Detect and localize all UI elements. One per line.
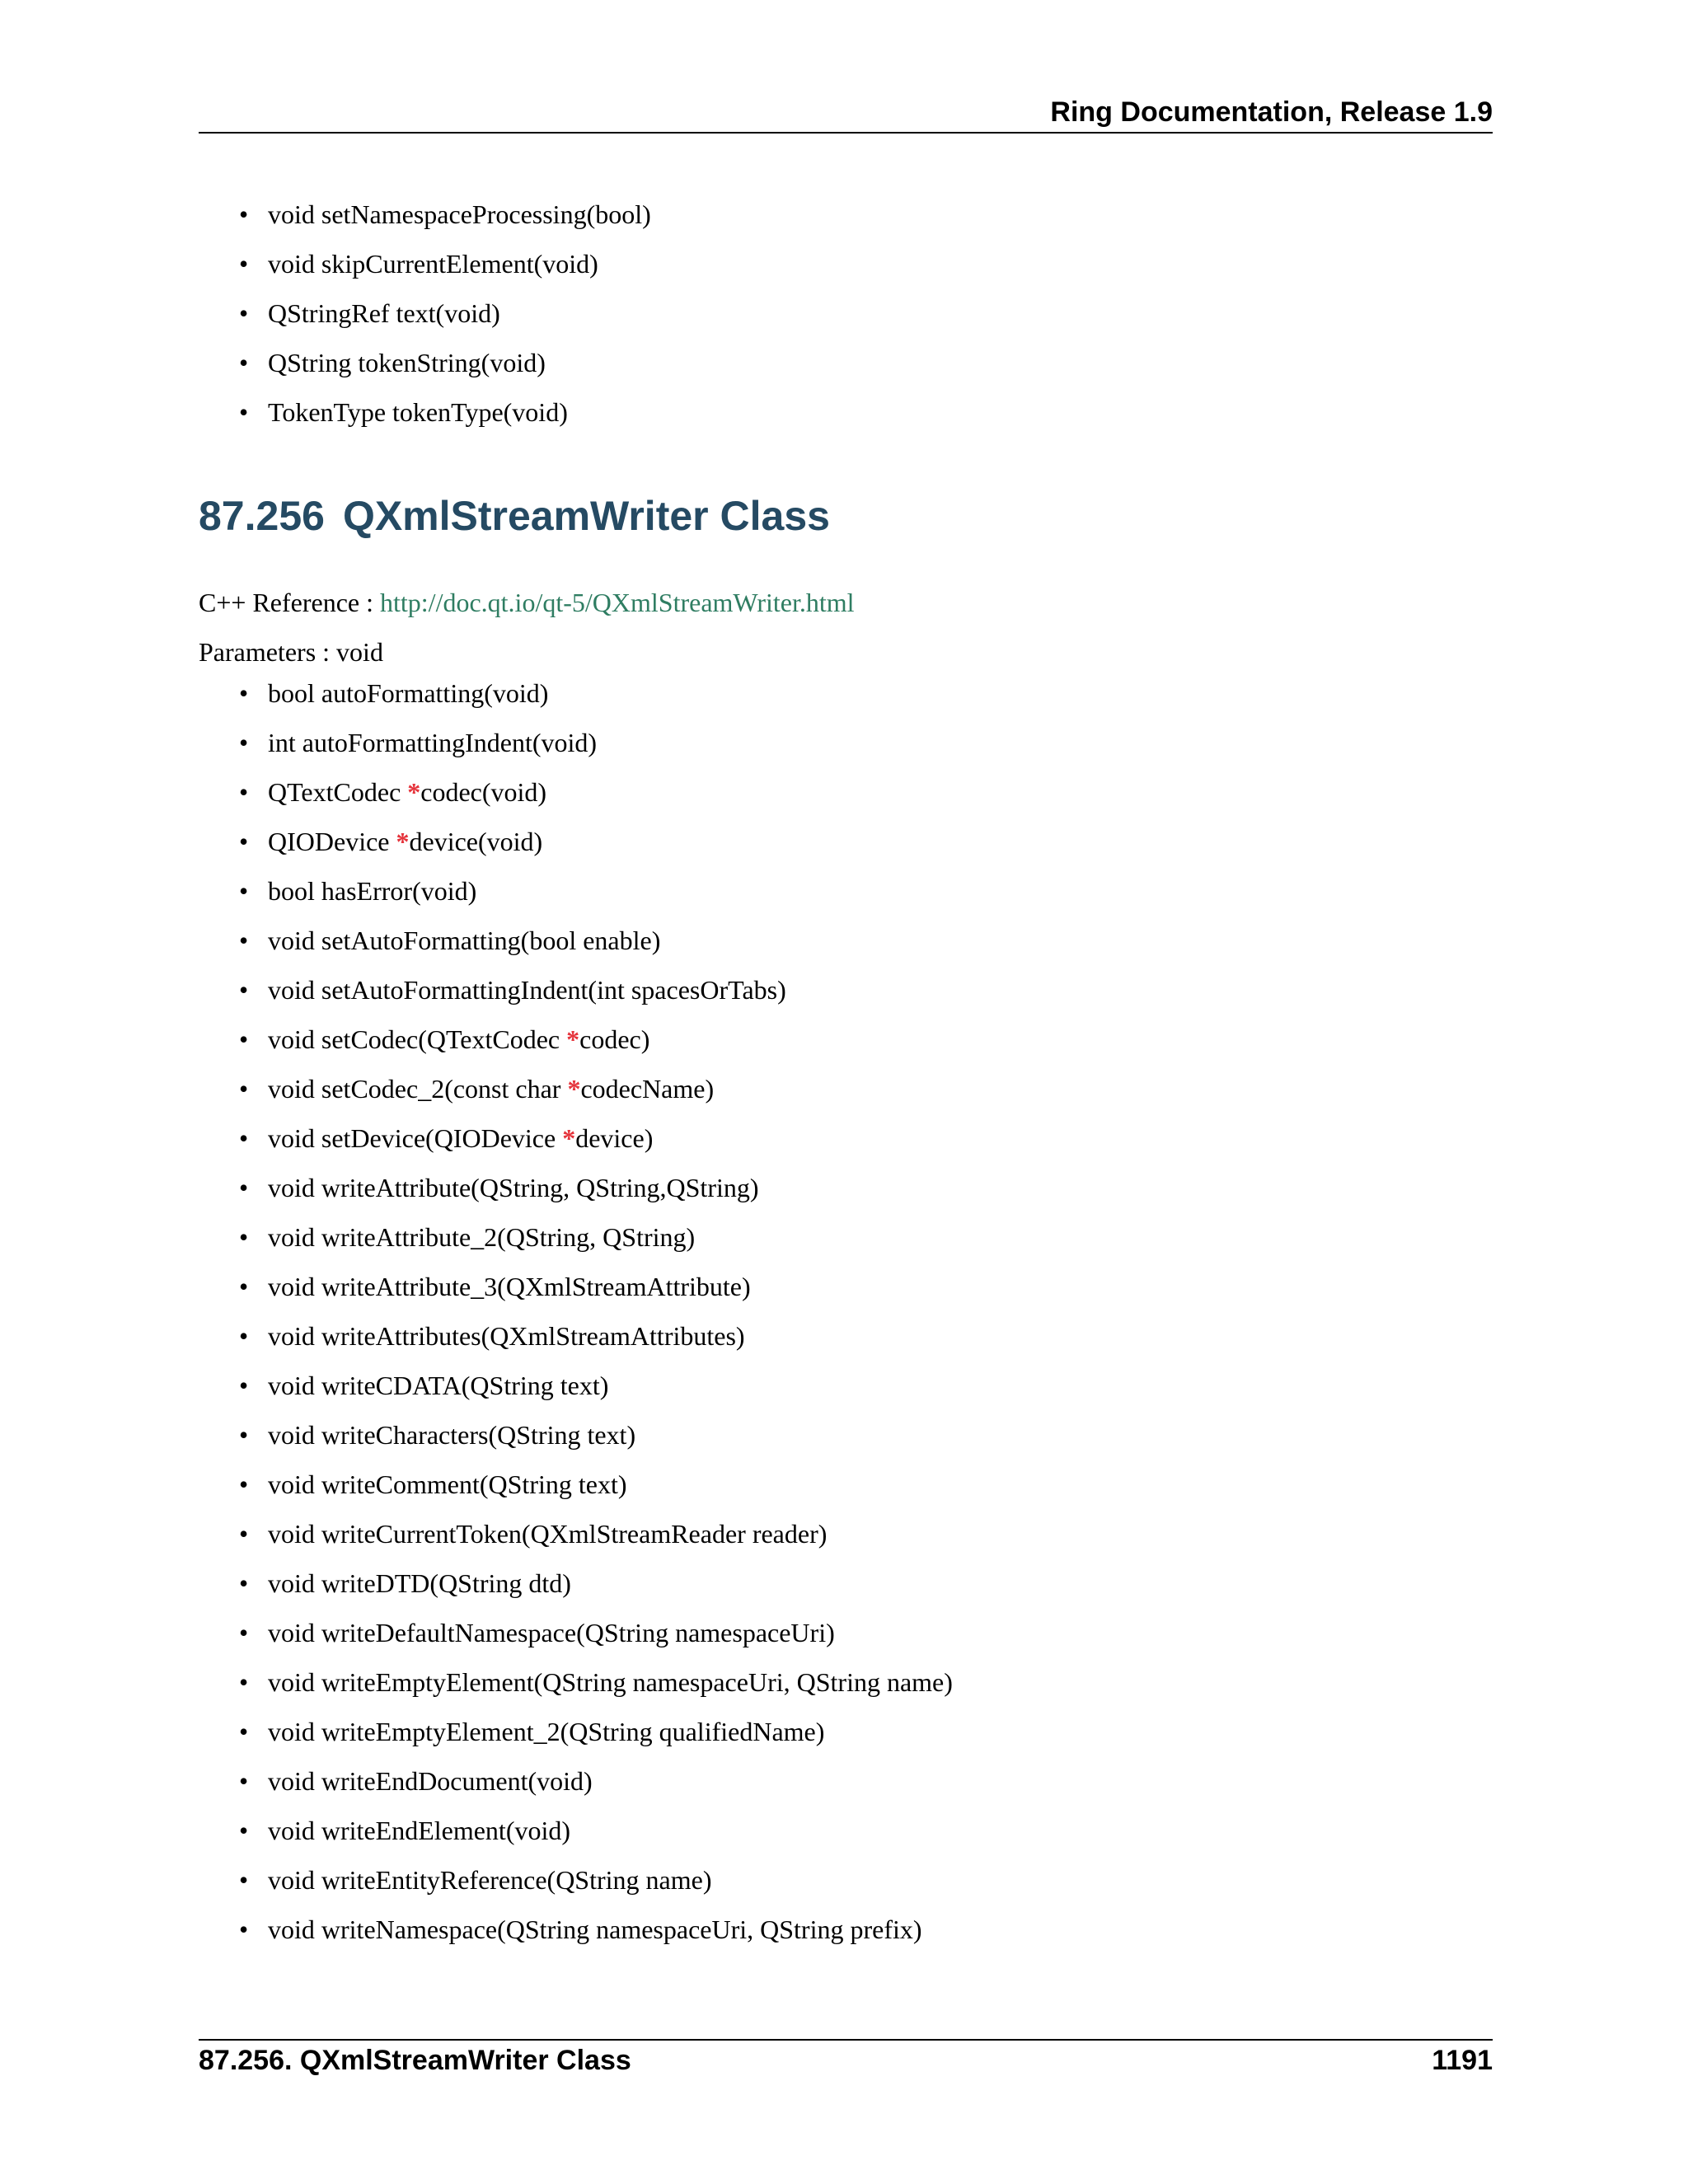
method-signature-text: void setCodec_2(const char	[268, 1074, 568, 1104]
method-signature-text: QIODevice	[268, 827, 396, 856]
method-item	[239, 346, 651, 396]
header-title: Ring Documentation, Release 1.9	[1050, 96, 1493, 128]
method-signature-text: void skipCurrentElement(void)	[268, 249, 598, 279]
bullet-icon: •	[239, 1074, 249, 1104]
method-signature-text: void writeCharacters(QString text)	[268, 1420, 636, 1450]
parameters-line: Parameters : void	[199, 637, 383, 667]
footer-section-label: 87.256. QXmlStreamWriter Class	[199, 2045, 631, 2076]
pointer-asterisk: *	[566, 1024, 580, 1054]
bullet-icon: •	[239, 926, 249, 955]
method-item	[239, 1023, 953, 1072]
method-item	[239, 1517, 953, 1567]
method-signature-text: void setCodec(QTextCodec	[268, 1024, 567, 1054]
method-signature-text: bool autoFormatting(void)	[268, 678, 549, 708]
method-item	[239, 1319, 953, 1369]
bullet-icon: •	[239, 199, 249, 229]
method-signature-text: void writeEntityReference(QString name)	[268, 1865, 712, 1895]
method-item	[239, 776, 953, 825]
bullet-icon: •	[239, 298, 249, 328]
method-signature-text: TokenType tokenType(void)	[268, 397, 568, 427]
method-list-continued	[239, 198, 651, 445]
method-signature-text: void writeAttribute(QString, QString,QString)	[268, 1173, 759, 1202]
bullet-icon: •	[239, 1519, 249, 1549]
method-signature-text: QTextCodec	[268, 777, 408, 807]
method-signature-text: void writeAttributes(QXmlStreamAttributes)	[268, 1321, 745, 1351]
method-signature-text: void setNamespaceProcessing(bool)	[268, 199, 651, 229]
pointer-asterisk: *	[562, 1123, 576, 1153]
bullet-icon: •	[239, 1915, 249, 1944]
bullet-icon: •	[239, 1717, 249, 1746]
method-signature-text: void writeAttribute_2(QString, QString)	[268, 1222, 696, 1252]
method-item	[239, 1270, 953, 1319]
method-item	[239, 1567, 953, 1616]
bullet-icon: •	[239, 397, 249, 427]
pointer-asterisk: *	[396, 827, 410, 856]
pointer-asterisk: *	[407, 777, 421, 807]
method-item	[239, 1221, 953, 1270]
method-signature-text: int autoFormattingIndent(void)	[268, 728, 598, 757]
method-signature-text: void writeCurrentToken(QXmlStreamReader reader)	[268, 1519, 828, 1549]
method-item	[239, 1863, 953, 1913]
footer-rule	[199, 2039, 1493, 2041]
method-item	[239, 1418, 953, 1468]
bullet-icon: •	[239, 728, 249, 757]
method-signature-text: void setAutoFormattingIndent(int spacesOrTabs)	[268, 975, 786, 1005]
method-signature-text: void setAutoFormatting(bool enable)	[268, 926, 661, 955]
method-signature-text: void setDevice(QIODevice	[268, 1123, 563, 1153]
method-item	[239, 396, 651, 445]
method-item	[239, 1072, 953, 1122]
bullet-icon: •	[239, 1222, 249, 1252]
bullet-icon: •	[239, 827, 249, 856]
bullet-icon: •	[239, 1024, 249, 1054]
method-signature-text: codecName)	[580, 1074, 715, 1104]
bullet-icon: •	[239, 1469, 249, 1499]
method-item	[239, 1715, 953, 1765]
method-signature-text: void writeComment(QString text)	[268, 1469, 627, 1499]
cpp-reference-label: C++ Reference :	[199, 588, 380, 617]
bullet-icon: •	[239, 1420, 249, 1450]
bullet-icon: •	[239, 1618, 249, 1647]
method-signature-text: void writeEmptyElement(QString namespaceUri, QString name)	[268, 1667, 953, 1697]
method-item	[239, 924, 953, 973]
bullet-icon: •	[239, 1568, 249, 1598]
bullet-icon: •	[239, 1272, 249, 1301]
bullet-icon: •	[239, 876, 249, 906]
method-list	[239, 677, 953, 1962]
method-item	[239, 874, 953, 924]
section-heading	[199, 491, 830, 541]
method-item	[239, 198, 651, 247]
bullet-icon: •	[239, 777, 249, 807]
method-item	[239, 1468, 953, 1517]
method-signature-text: QStringRef text(void)	[268, 298, 500, 328]
method-item	[239, 1616, 953, 1666]
bullet-icon: •	[239, 1816, 249, 1845]
method-item	[239, 1765, 953, 1814]
cpp-reference-link[interactable]: http://doc.qt.io/qt-5/QXmlStreamWriter.html	[380, 588, 855, 617]
method-item	[239, 297, 651, 346]
bullet-icon: •	[239, 678, 249, 708]
method-signature-text: void writeAttribute_3(QXmlStreamAttribute)	[268, 1272, 751, 1301]
method-signature-text: bool hasError(void)	[268, 876, 477, 906]
method-signature-text: codec(void)	[420, 777, 547, 807]
method-signature-text: device)	[575, 1123, 654, 1153]
bullet-icon: •	[239, 1865, 249, 1895]
method-item	[239, 1171, 953, 1221]
bullet-icon: •	[239, 1667, 249, 1697]
method-signature-text: void writeEndElement(void)	[268, 1816, 571, 1845]
bullet-icon: •	[239, 975, 249, 1005]
method-signature-text: void writeCDATA(QString text)	[268, 1371, 609, 1400]
method-signature-text: void writeDefaultNamespace(QString namespaceUri)	[268, 1618, 835, 1647]
method-item	[239, 1369, 953, 1418]
bullet-icon: •	[239, 1321, 249, 1351]
method-signature-text: QString tokenString(void)	[268, 348, 546, 377]
bullet-icon: •	[239, 1173, 249, 1202]
bullet-icon: •	[239, 1371, 249, 1400]
section-number: 87.256	[199, 493, 325, 539]
method-signature-text: void writeEndDocument(void)	[268, 1766, 593, 1796]
method-signature-text: void writeNamespace(QString namespaceUri, QString prefix)	[268, 1915, 922, 1944]
bullet-icon: •	[239, 348, 249, 377]
pointer-asterisk: *	[567, 1074, 581, 1104]
section-title: QXmlStreamWriter Class	[342, 493, 830, 539]
bullet-icon: •	[239, 1123, 249, 1153]
running-header	[199, 89, 1493, 134]
method-item	[239, 973, 953, 1023]
method-item	[239, 247, 651, 297]
cpp-reference-line	[199, 586, 855, 619]
bullet-icon: •	[239, 249, 249, 279]
method-signature-text: codec)	[579, 1024, 650, 1054]
method-signature-text: void writeDTD(QString dtd)	[268, 1568, 571, 1598]
method-item	[239, 825, 953, 874]
method-item	[239, 726, 953, 776]
method-signature-text: void writeEmptyElement_2(QString qualifiedName)	[268, 1717, 825, 1746]
method-item	[239, 1913, 953, 1962]
method-item	[239, 677, 953, 726]
bullet-icon: •	[239, 1766, 249, 1796]
page-number: 1191	[1432, 2045, 1493, 2076]
method-item	[239, 1814, 953, 1863]
method-item	[239, 1666, 953, 1715]
method-item	[239, 1122, 953, 1171]
method-signature-text: device(void)	[409, 827, 543, 856]
